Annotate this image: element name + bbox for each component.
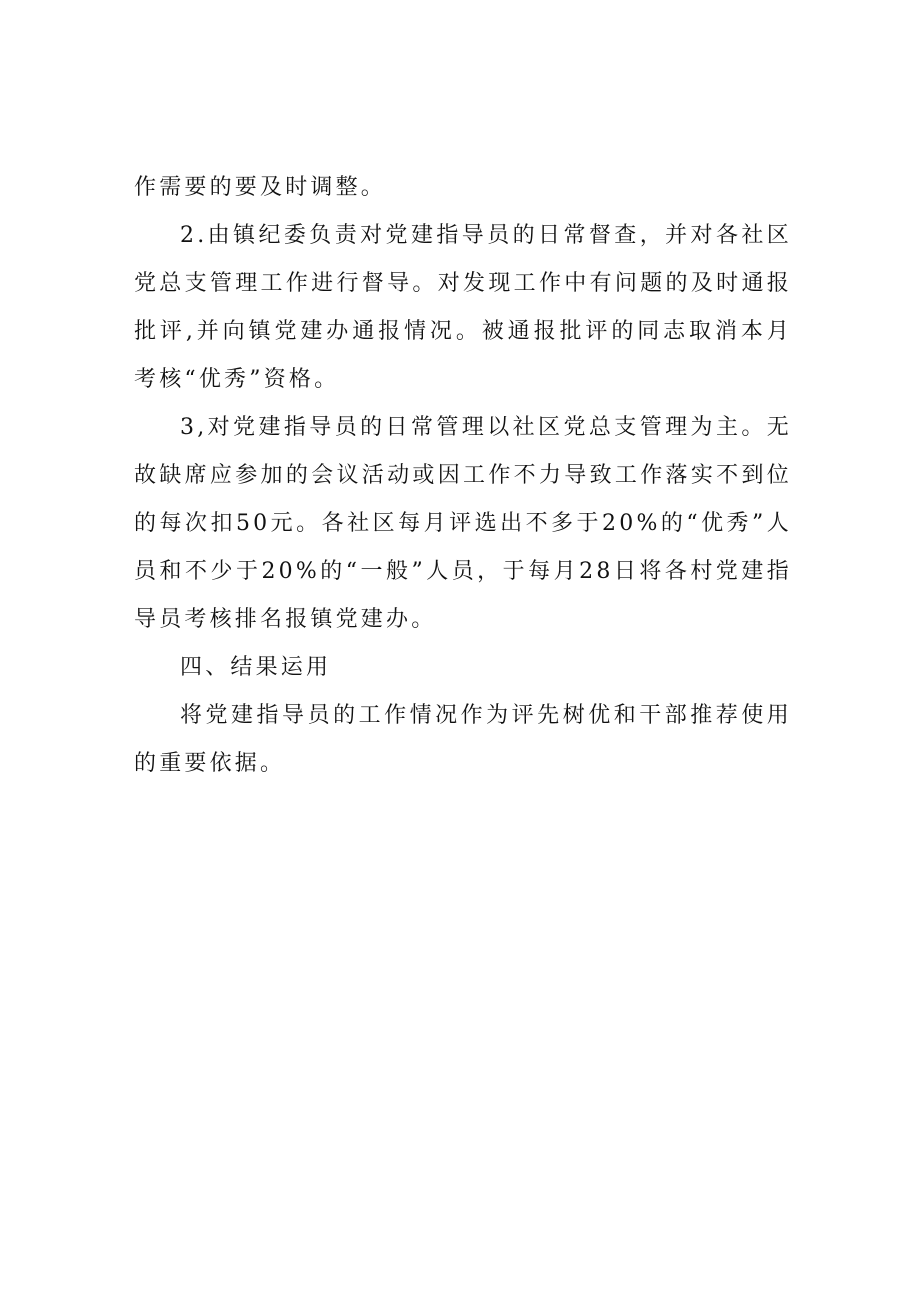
paragraph-results: 将党建指导员的工作情况作为评先树优和干部推荐使用的重要依据。 [134, 703, 792, 776]
document-body [134, 164, 792, 788]
paragraph-item-2: 2.由镇纪委负责对党建指导员的日常督查，并对各社区党总支管理工作进行督导。对发现工作中有问题的及时通报批评,并向镇党建办通报情况。被通报批评的同志取消本月考核“优秀”资格。 [134, 223, 792, 392]
paragraph-continuation: 作需要的要及时调整。 [134, 175, 387, 200]
section-heading-results: 四、结果运用 [180, 655, 332, 680]
paragraph-item-3: 3,对党建指导员的日常管理以社区党总支管理为主。无故缺席应参加的会议活动或因工作不力导致工作落实不到位的每次扣50元。各社区每月评选出不多于20%的“优秀”人员和不少于20%的“一般”人员，于每月28日将各村党建指导员考核排名报镇党建办。 [134, 415, 792, 632]
